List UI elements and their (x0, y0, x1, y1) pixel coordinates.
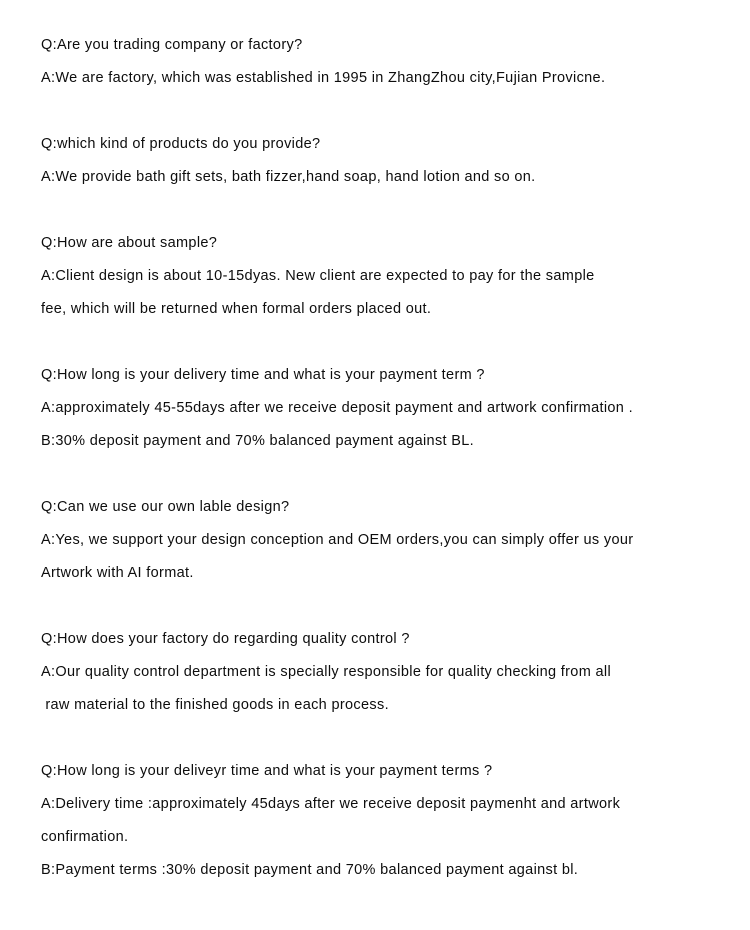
faq-block (41, 127, 730, 193)
faq-question: Q:How long is your delivery time and what is your payment term ? (41, 366, 485, 383)
faq-block (41, 490, 730, 589)
faq-answer-line: fee, which will be returned when formal orders placed out. (41, 300, 432, 317)
faq-question: Q:Are you trading company or factory? (41, 36, 303, 53)
faq-question: Q:which kind of products do you provide? (41, 135, 321, 152)
faq-answer-line: B:Payment terms :30% deposit payment and 70% balanced payment against bl. (41, 861, 579, 878)
faq-answer-line: confirmation. (41, 828, 129, 845)
faq-block (41, 622, 730, 721)
faq-answer-line: A:Delivery time :approximately 45days after we receive deposit paymenht and artwork (41, 795, 621, 812)
faq-question: Q:How does your factory do regarding quality control ? (41, 630, 410, 647)
faq-answer-line: raw material to the finished goods in each process. (41, 696, 389, 713)
faq-block (41, 358, 730, 457)
faq-answer-line: A:Client design is about 10-15dyas. New client are expected to pay for the sample (41, 267, 595, 284)
faq-question: Q:How long is your deliveyr time and what is your payment terms ? (41, 762, 493, 779)
faq-question: Q:Can we use our own lable design? (41, 498, 290, 515)
faq-answer-line: A:Yes, we support your design conception and OEM orders,you can simply offer us your (41, 531, 634, 548)
faq-answer-line: A:We are factory, which was established in 1995 in ZhangZhou city,Fujian Provicne. (41, 69, 606, 86)
faq-answer-line: B:30% deposit payment and 70% balanced payment against BL. (41, 432, 475, 449)
faq-answer-line: A:We provide bath gift sets, bath fizzer,hand soap, hand lotion and so on. (41, 168, 536, 185)
faq-answer-line: A:approximately 45-55days after we receive deposit payment and artwork confirmation . (41, 399, 633, 416)
faq-answer-line: A:Our quality control department is specially responsible for quality checking from all (41, 663, 612, 680)
faq-answer-line: Artwork with AI format. (41, 564, 194, 581)
faq-question: Q:How are about sample? (41, 234, 218, 251)
faq-block (41, 28, 730, 94)
faq-block (41, 226, 730, 325)
faq-block (41, 754, 730, 886)
